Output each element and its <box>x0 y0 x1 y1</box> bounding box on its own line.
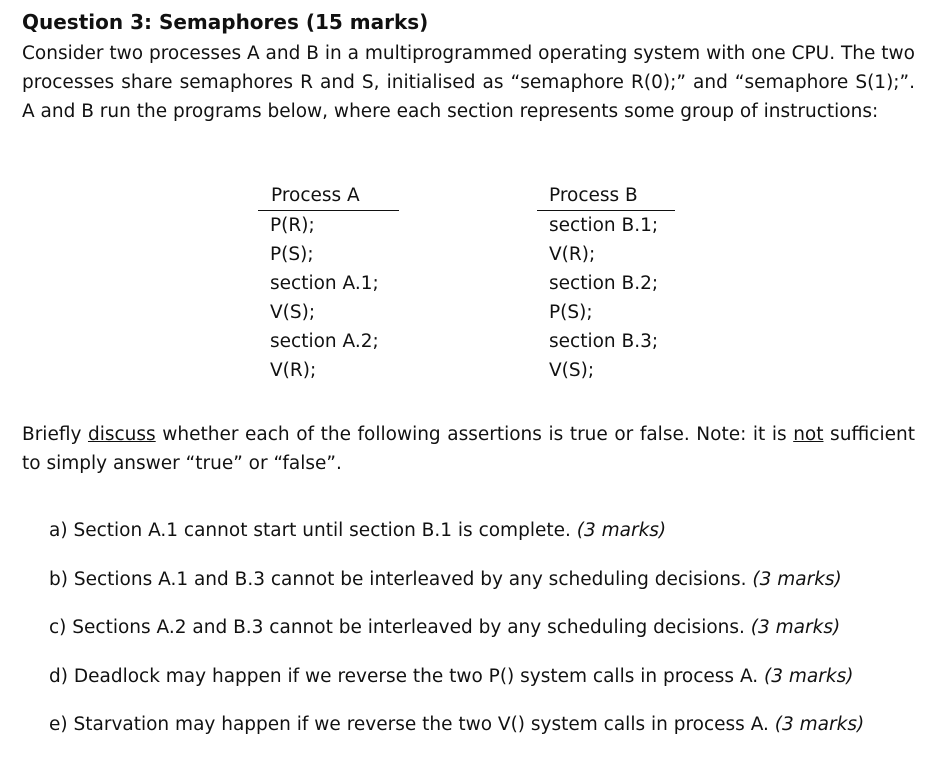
assertion-item <box>49 565 864 614</box>
process-a-lines <box>258 211 399 385</box>
assertion-item <box>49 613 864 662</box>
process-a-line: P(R); <box>270 215 315 236</box>
assertion-letter: b) <box>49 568 68 590</box>
process-b-line: section B.1; <box>549 215 659 236</box>
question-intro: Consider two processes A and B in a multiprogrammed operating system with one CPU. The two processes share semaphores R and S, initialised as “semaphore R(0);” and “semaphore S(1);”. A and B run the programs below, where each section represents some group of instructions: <box>22 43 915 122</box>
process-b-lines <box>537 211 675 385</box>
process-b-line: V(R); <box>549 244 596 265</box>
assertion-item <box>49 662 864 711</box>
process-b-line: P(S); <box>549 302 593 323</box>
assertion-marks: (3 marks) <box>576 520 667 541</box>
assertion-marks: (3 marks) <box>750 617 841 638</box>
prompt-text: whether each of the following assertions is true or false. Note: it is <box>155 424 794 445</box>
assertion-text: Deadlock may happen if we reverse the two P() system calls in process A. <box>73 665 759 687</box>
process-a-line: V(R); <box>270 360 317 381</box>
prompt-text: sufficient to simply answer “true” or “false”. <box>22 424 915 474</box>
process-a-line: section A.1; <box>270 273 379 294</box>
process-b-header: Process B <box>537 182 675 211</box>
process-b-line: section B.3; <box>549 331 659 352</box>
question-title: Question 3: Semaphores (15 marks) <box>22 10 429 34</box>
assertion-letter: d) <box>49 665 68 687</box>
assertion-marks: (3 marks) <box>752 568 842 590</box>
assertion-text: Sections A.1 and B.3 cannot be interleaved by any scheduling decisions. <box>73 568 747 590</box>
process-a-header: Process A <box>258 182 399 211</box>
assertion-marks: (3 marks) <box>774 714 865 735</box>
process-b-line: section B.2; <box>549 273 659 294</box>
assertion-text: Section A.1 cannot start until section B.1 is complete. <box>73 520 571 541</box>
assertion-letter: c) <box>49 617 67 638</box>
instructions-paragraph <box>22 420 915 478</box>
assertion-text: Starvation may happen if we reverse the two V() system calls in process A. <box>73 714 769 735</box>
process-a-line: section A.2; <box>270 331 379 352</box>
process-b-line: V(S); <box>549 360 595 381</box>
assertion-letter: a) <box>49 520 68 541</box>
process-a-line: V(S); <box>270 302 316 323</box>
assertion-item <box>49 516 864 565</box>
assertion-item <box>49 710 864 759</box>
assertion-list <box>49 516 864 759</box>
discuss-emphasis: discuss <box>87 424 156 445</box>
process-a-line: P(S); <box>270 244 314 265</box>
not-emphasis: not <box>793 424 824 445</box>
assertion-marks: (3 marks) <box>764 665 854 687</box>
process-a-table <box>258 182 399 385</box>
process-b-table <box>537 182 675 385</box>
assertion-text: Sections A.2 and B.3 cannot be interleaved by any scheduling decisions. <box>72 617 745 638</box>
prompt-text: Briefly <box>22 424 88 445</box>
assertion-letter: e) <box>49 714 68 735</box>
